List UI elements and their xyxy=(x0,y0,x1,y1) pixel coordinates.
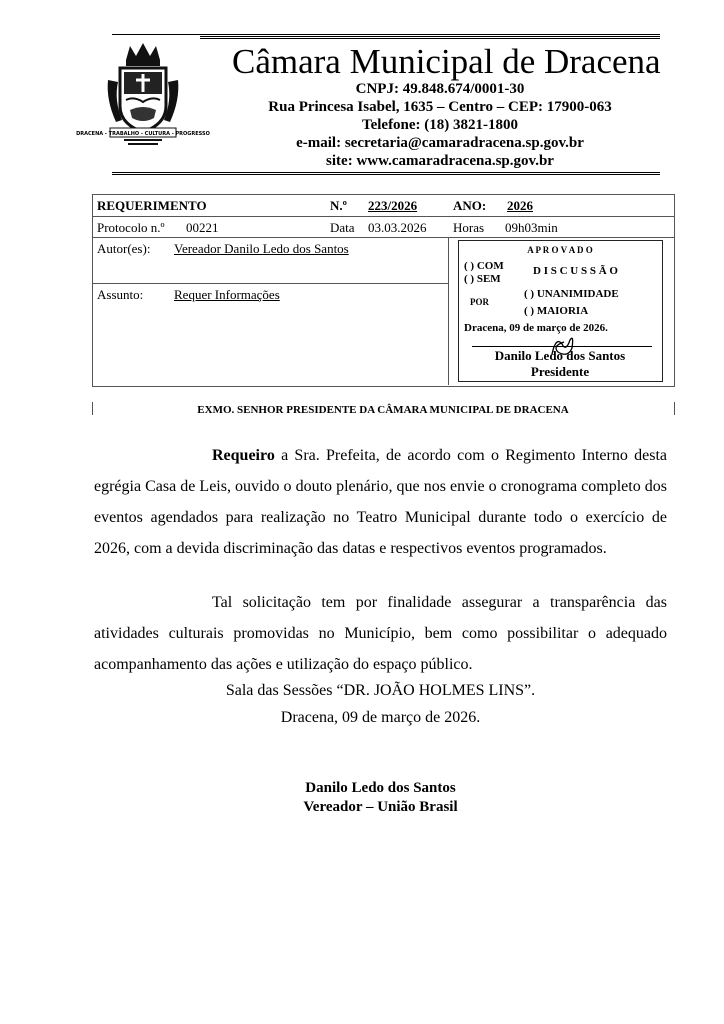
subject-text: Requer Informações xyxy=(174,287,280,302)
por-label: POR xyxy=(470,297,489,307)
protocol-label: Protocolo n.º xyxy=(97,220,165,235)
approval-status: A P R O V A D O xyxy=(527,245,593,255)
protocol-time: 09h03min xyxy=(505,220,558,235)
city-crest-logo xyxy=(76,40,210,148)
paragraph-purpose xyxy=(94,587,667,680)
header-bottom-double-rule xyxy=(112,172,660,175)
signer-role: Vereador – União Brasil xyxy=(303,799,458,815)
request-year: 2026 xyxy=(507,198,533,213)
form-row-divider xyxy=(92,216,674,217)
purpose-text: Tal solicitação tem por finalidade assegurar a transparência das atividades culturais promovidas no Município, bem como possibilitar o adequado acompanhamento das ações e utilização do espaço público. xyxy=(94,594,667,673)
hours-label: Horas xyxy=(453,220,485,235)
chamber-title: Câmara Municipal de Dracena xyxy=(232,42,661,81)
subject-label: Assunto: xyxy=(97,287,144,302)
website: site: www.camaradracena.sp.gov.br xyxy=(326,153,554,169)
cnpj: CNPJ: 49.848.674/0001-30 xyxy=(355,81,525,97)
protocol-date: 03.03.2026 xyxy=(368,220,427,235)
protocol-number: 00221 xyxy=(186,220,219,235)
form-row-divider xyxy=(92,283,448,284)
session-room: Sala das Sessões “DR. JOÃO HOLMES LINS”. xyxy=(225,682,536,699)
option-sem: ( ) SEM xyxy=(464,273,501,285)
email: e-mail: secretaria@camaradracena.sp.gov.br xyxy=(296,135,584,151)
option-majority: ( ) MAIORIA xyxy=(524,305,589,317)
svg-text:DRACENA - TRABALHO - CULTURA -: DRACENA - TRABALHO - CULTURA - PROGRESSO xyxy=(76,131,210,137)
doc-type: REQUERIMENTO xyxy=(97,198,207,213)
request-number: 223/2026 xyxy=(368,198,418,213)
discussion-label: D I S C U S S Ã O xyxy=(533,265,618,277)
phone: Telefone: (18) 3821-1800 xyxy=(361,117,519,133)
option-com: ( ) COM xyxy=(464,260,504,272)
signer-name: Danilo Ledo dos Santos xyxy=(305,780,456,796)
form-row-divider xyxy=(92,237,674,238)
paragraph-request xyxy=(94,440,667,564)
document-date: Dracena, 09 de março de 2026. xyxy=(280,709,481,726)
number-label: N.º xyxy=(330,198,347,213)
address: Rua Princesa Isabel, 1635 – Centro – CEP: 17900-063 xyxy=(268,99,612,115)
header-top-rule xyxy=(112,34,660,35)
addressee: EXMO. SENHOR PRESIDENTE DA CÂMARA MUNICIPAL DE DRACENA xyxy=(197,404,569,416)
author-label: Autor(es): xyxy=(97,241,151,256)
date-label: Data xyxy=(330,220,355,235)
request-lead-word: Requeiro xyxy=(212,447,275,464)
author-name: Vereador Danilo Ledo dos Santos xyxy=(174,241,349,256)
form-column-divider xyxy=(448,237,449,385)
approval-signer-name: Danilo Ledo dos Santos xyxy=(494,348,626,363)
request-text: a Sra. Prefeita, de acordo com o Regimento Interno desta egrégia Casa de Leis, ouvido o douto plenário, que nos envie o cronograma completo dos eventos agendados para realização no Teatro Municipal durante todo o exercício de 2026, com a devida discriminação das datas e respectivos eventos programados. xyxy=(94,447,667,557)
approval-date: Dracena, 09 de março de 2026. xyxy=(464,322,608,334)
option-unanimity: ( ) UNANIMIDADE xyxy=(524,288,619,300)
year-label: ANO: xyxy=(453,198,487,213)
approval-signer-role: Presidente xyxy=(530,364,590,379)
